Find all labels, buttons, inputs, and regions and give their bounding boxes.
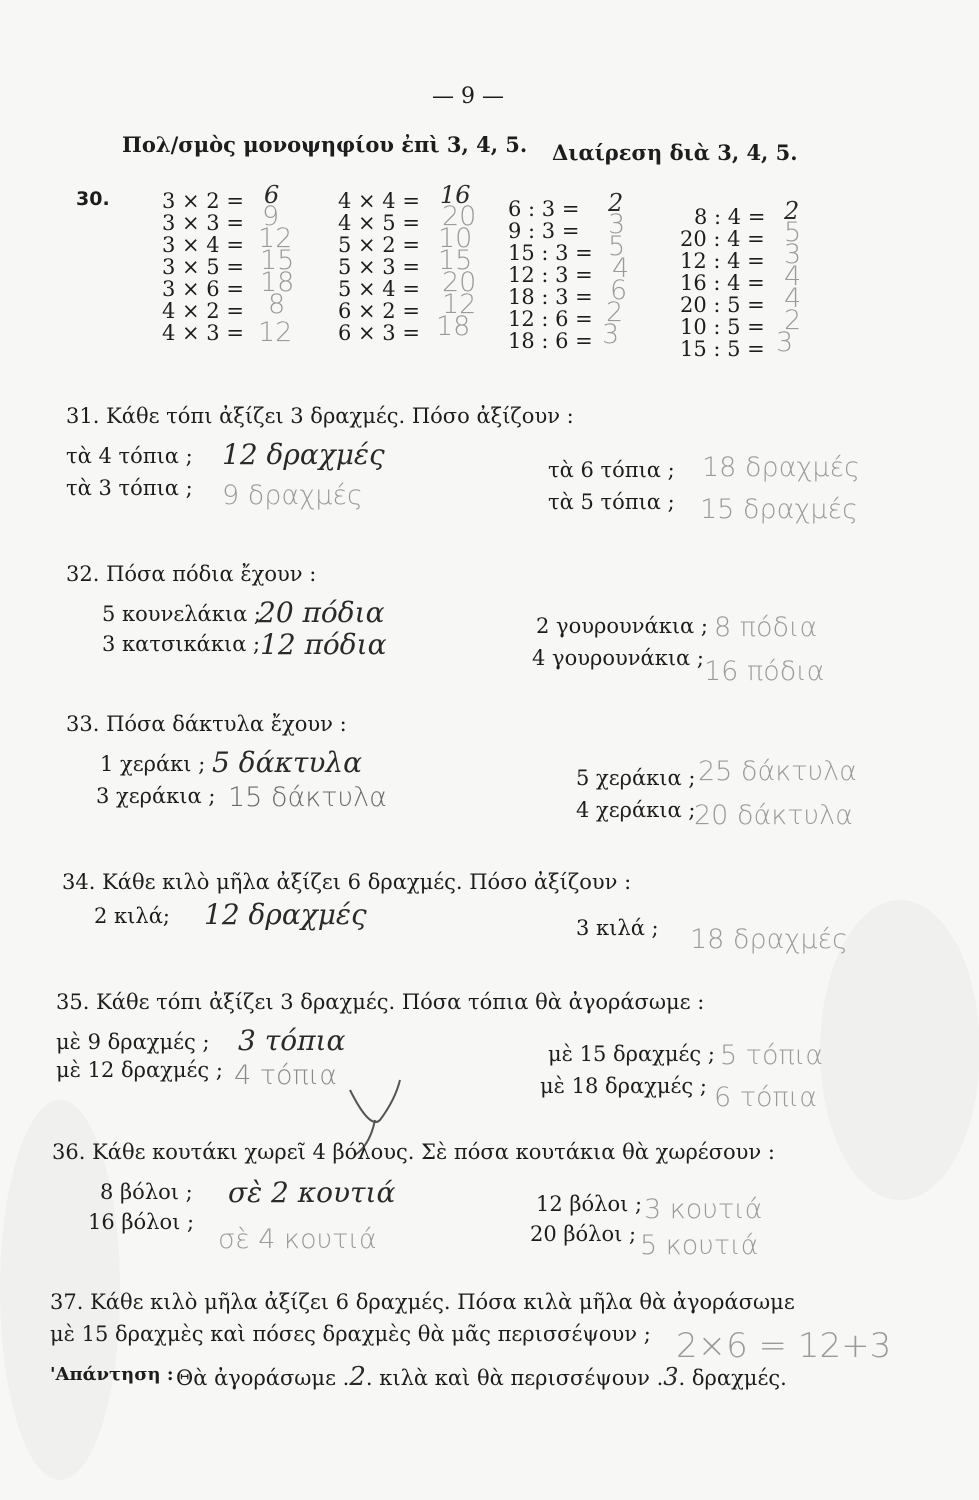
answer-text: . δραχμές.	[678, 1366, 787, 1390]
pencil-answer: 20	[442, 267, 477, 298]
equation: 12 : 3 =	[508, 263, 593, 287]
equation: 9 : 3 =	[508, 219, 580, 243]
answer-text: . κιλὰ καὶ θὰ περισσέψουν .	[365, 1366, 664, 1390]
question: 5 κουνελάκια ;	[102, 602, 261, 626]
question: τὰ 6 τόπια ;	[548, 458, 675, 482]
handwritten-answer: 2	[608, 189, 624, 217]
pencil-answer: 10	[438, 223, 473, 254]
equation: 5 × 3 =	[338, 255, 420, 279]
equation: 15 : 3 =	[508, 241, 593, 265]
pencil-answer: 8 πόδια	[714, 612, 818, 643]
handwritten-answer: 2	[784, 197, 800, 225]
exercise-31-title: 31. Κάθε τόπι ἀξίζει 3 δραχμές. Πόσο ἀξίζουν :	[66, 404, 574, 428]
exercise-36-title: 36. Κάθε κουτάκι χωρεῖ 4 βόλους. Σὲ πόσα κουτάκια θὰ χωρέσουν :	[52, 1140, 775, 1164]
exercise-32-title: 32. Πόσα πόδια ἔχουν :	[66, 562, 317, 586]
equation: 4 × 2 =	[162, 299, 244, 323]
pencil-answer: 9 δραχμές	[222, 480, 363, 511]
equation: 10 : 5 =	[680, 315, 765, 339]
pencil-answer: 18	[260, 267, 295, 298]
equation: 5 × 4 =	[338, 277, 420, 301]
equation-row	[162, 181, 332, 213]
pencil-answer: 4	[784, 283, 802, 314]
question: 2 κιλά;	[94, 904, 170, 928]
equation: 12 : 6 =	[508, 307, 593, 331]
equation: 5 × 2 =	[338, 233, 420, 257]
question: 3 χεράκια ;	[96, 784, 216, 808]
equation: 18 : 6 =	[508, 329, 593, 353]
equation: 4 × 4 =	[338, 189, 420, 213]
exercise-35-title: 35. Κάθε τόπι ἀξίζει 3 δραχμές. Πόσα τόπια θὰ ἀγοράσωμε :	[56, 990, 705, 1014]
pencil-answer: 25 δάκτυλα	[698, 756, 857, 787]
equation: 15 : 5 =	[680, 337, 765, 361]
equation-row	[338, 181, 508, 213]
ex30-column-2	[338, 181, 508, 345]
equation: 16 : 4 =	[680, 271, 765, 295]
handwritten-answer: σὲ 2 κουτιά	[228, 1176, 396, 1209]
equation: 4 × 5 =	[338, 211, 420, 235]
equation: 4 × 3 =	[162, 321, 244, 345]
equation: 3 × 2 =	[162, 189, 244, 213]
handwritten-kilos: 2	[349, 1362, 366, 1392]
question: 8 βόλοι ;	[100, 1180, 193, 1204]
question: 20 βόλοι ;	[530, 1222, 637, 1246]
equation-row	[162, 317, 332, 348]
ex30-column-4	[680, 197, 840, 361]
exercise-34-title: 34. Κάθε κιλὸ μῆλα ἀξίζει 6 δραχμές. Πόσο ἀξίζουν :	[62, 870, 632, 894]
equation: 6 × 3 =	[338, 321, 420, 345]
pencil-answer: σὲ 4 κουτιά	[218, 1224, 377, 1255]
equation-row	[508, 189, 668, 221]
question: 1 χεράκι ;	[100, 752, 206, 776]
pencil-answer: 8	[268, 289, 286, 320]
question: μὲ 18 δραχμές ;	[540, 1074, 707, 1098]
question: 3 κιλά ;	[576, 916, 659, 940]
heading-left: Πολ/σμὸς μονοψηφίου ἐπὶ 3, 4, 5.	[122, 132, 528, 157]
equation: 3 × 6 =	[162, 277, 244, 301]
question: 4 χεράκια ;	[576, 798, 696, 822]
question: 3 κατσικάκια ;	[102, 632, 261, 656]
pencil-answer: 4	[612, 253, 630, 284]
handwritten-answer: 12 πόδια	[260, 628, 387, 661]
pencil-answer: 9	[262, 201, 280, 232]
pencil-answer: 20 δάκτυλα	[694, 800, 853, 831]
pencil-answer: 3	[608, 209, 626, 240]
question: μὲ 12 δραχμές ;	[56, 1058, 223, 1082]
question: μὲ 9 δραχμές ;	[56, 1030, 210, 1054]
ex30-column-3	[508, 189, 668, 353]
pencil-answer: 2	[606, 297, 624, 328]
handwritten-answer: 16	[440, 181, 471, 209]
pencil-answer: 6	[610, 275, 628, 306]
equation: 6 : 3 =	[508, 197, 580, 221]
question: 12 βόλοι ;	[536, 1192, 643, 1216]
pencil-answer: 15	[260, 245, 295, 276]
handwritten-answer: 12 δραχμές	[204, 898, 367, 931]
question: 16 βόλοι ;	[88, 1210, 195, 1234]
pencil-answer: 16 πόδια	[704, 656, 825, 687]
equation-row	[680, 197, 840, 229]
heading-right: Διαίρεση διὰ 3, 4, 5.	[552, 140, 798, 165]
equation: 20 : 5 =	[680, 293, 765, 317]
question: 5 χεράκια ;	[576, 766, 696, 790]
page-number: — 9 —	[432, 84, 504, 109]
handwritten-answer: 5 δάκτυλα	[212, 746, 363, 779]
pencil-answer: 3	[784, 239, 802, 270]
pencil-answer: 2	[784, 305, 802, 336]
pencil-answer: 20	[442, 201, 477, 232]
question: 2 γουρουνάκια ;	[536, 614, 708, 638]
pencil-answer: 12	[258, 223, 293, 254]
exercise-37-line-2: μὲ 15 δραχμὲς καὶ πόσες δραχμὲς θὰ μᾶς περισσέψουν ;	[50, 1322, 651, 1346]
pencil-answer: 15 δραχμές	[700, 494, 858, 525]
equation: 8 : 4 =	[694, 205, 766, 229]
pencil-answer: 4 τόπια	[234, 1060, 338, 1091]
pencil-answer: 3 κουτιά	[644, 1194, 763, 1225]
pencil-answer: 5	[608, 231, 626, 262]
pencil-answer: 15 δάκτυλα	[228, 782, 387, 813]
pencil-answer: 5 κουτιά	[640, 1230, 759, 1261]
question: τὰ 4 τόπια ;	[66, 444, 193, 468]
pencil-answer: 5	[784, 217, 802, 248]
question: μὲ 15 δραχμές ;	[548, 1042, 715, 1066]
equation: 3 × 5 =	[162, 255, 244, 279]
handwritten-answer: 20 πόδια	[258, 596, 385, 629]
equation: 20 : 4 =	[680, 227, 765, 251]
pencil-answer: 3	[602, 319, 620, 350]
pencil-answer: 12	[442, 289, 477, 320]
handwritten-answer: 3 τόπια	[238, 1024, 346, 1057]
equation: 3 × 4 =	[162, 233, 244, 257]
handwritten-answer: 6	[264, 181, 280, 209]
pencil-answer: 12	[258, 317, 293, 348]
pencil-answer: 3	[776, 327, 794, 358]
handwritten-answer: 12 δραχμές	[222, 438, 385, 471]
question: τὰ 3 τόπια ;	[66, 476, 193, 500]
pencil-answer: 15	[438, 245, 473, 276]
exercise-37-line-1: 37. Κάθε κιλὸ μῆλα ἀξίζει 6 δραχμές. Πόσα κιλὰ μῆλα θὰ ἀγοράσωμε	[50, 1290, 795, 1314]
pencil-answer: 18 δραχμές	[690, 924, 848, 955]
equation: 6 × 2 =	[338, 299, 420, 323]
equation: 18 : 3 =	[508, 285, 593, 309]
equation: 12 : 4 =	[680, 249, 765, 273]
pencil-answer: 18 δραχμές	[702, 452, 860, 483]
handwritten-drachmas: 3	[663, 1363, 679, 1391]
equation: 3 × 3 =	[162, 211, 244, 235]
exercise-30-number: 30.	[76, 188, 110, 210]
pencil-answer: 18	[436, 311, 471, 342]
pencil-answer: 4	[784, 261, 802, 292]
pencil-calculation: 2×6 = 12+3	[676, 1326, 892, 1366]
answer-label: 'Απάντηση :	[50, 1364, 174, 1385]
pencil-answer: 6 τόπια	[714, 1082, 818, 1113]
answer-line	[176, 1362, 787, 1392]
question: τὰ 5 τόπια ;	[548, 490, 675, 514]
exercise-33-title: 33. Πόσα δάκτυλα ἔχουν :	[66, 712, 347, 736]
question: 4 γουρουνάκια ;	[532, 646, 704, 670]
pencil-answer: 5 τόπια	[720, 1040, 824, 1071]
ex30-column-1	[162, 181, 332, 348]
answer-text: Θὰ ἀγοράσωμε .	[176, 1366, 350, 1390]
